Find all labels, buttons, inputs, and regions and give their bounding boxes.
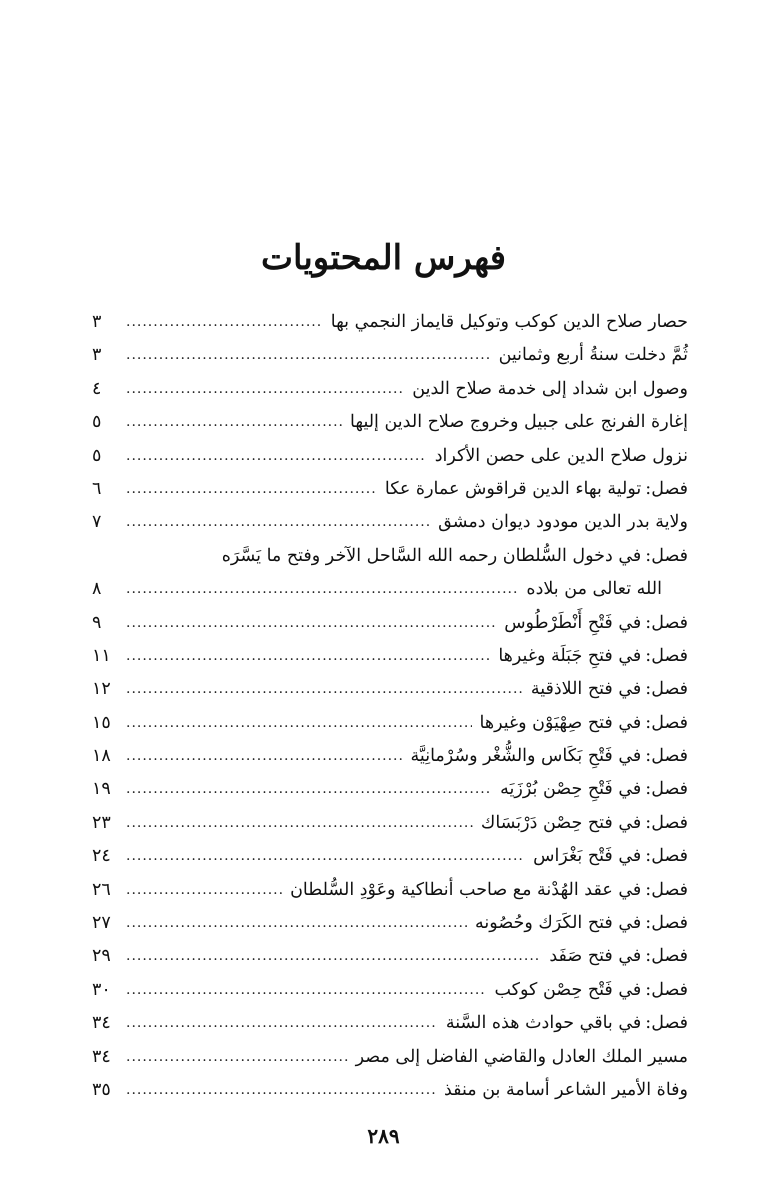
toc-entry-prefix: فصل: — [645, 712, 688, 733]
toc-entry-page: ٢٦ — [92, 879, 111, 900]
toc-entry — [92, 506, 688, 539]
toc-entry-prefix: فصل: — [645, 812, 688, 833]
toc-entry — [92, 740, 688, 773]
toc-entry-label — [467, 907, 688, 940]
toc-entry-prefix: فصل: — [645, 946, 688, 967]
toc-entry-page: ٢٤ — [92, 846, 111, 867]
toc-entry — [92, 907, 688, 940]
toc-entry — [92, 874, 688, 907]
dot-leader — [126, 773, 492, 806]
toc-entry-text: حصار صلاح الدين كوكب وتوكيل قايماز النجمي بها — [330, 312, 688, 332]
dot-leader — [126, 807, 473, 840]
toc-entry — [92, 1041, 688, 1074]
toc-entry-prefix: فصل: — [645, 1013, 688, 1034]
toc-entry-page: ٩ — [92, 612, 102, 633]
toc-entry-text: ثُمَّ دخلت سنةُ أربع وثمانين — [498, 345, 688, 366]
toc-entry-page: ٣ — [92, 312, 102, 332]
toc-entry-page: ١٩ — [92, 779, 111, 800]
toc-entry-text: في دخول السُّلطان رحمه الله السَّاحل الآخر وفتح ما يَسَّرَه — [221, 545, 642, 566]
toc-entry-page: ٢٣ — [92, 812, 111, 833]
toc-entry-page: ٨ — [92, 579, 102, 600]
toc-entry-page: ٥ — [92, 445, 102, 466]
toc-entry-prefix: فصل: — [645, 979, 688, 1000]
toc-entry-label — [348, 1041, 688, 1074]
toc-entry-text: في عقد الهُدْنة مع صاحب أنطاكية وعَوْدِ السُّلطان — [290, 879, 642, 900]
toc-entry-label — [323, 306, 688, 339]
toc-entry-page: ٣٤ — [92, 1046, 111, 1067]
toc-entry-page: ١١ — [92, 645, 111, 666]
toc-entry — [92, 773, 688, 806]
dot-leader — [126, 306, 323, 339]
toc-entry-label — [403, 740, 688, 773]
toc-entry-text: في فَتْح حِصْن كوكب — [494, 979, 642, 1000]
dot-leader — [126, 1074, 436, 1107]
toc-entry-text: في فَتْحِ أَنْطَرْطُوس — [504, 612, 642, 633]
toc-entry-text: وصول ابن شداد إلى خدمة صلاح الدين — [412, 378, 688, 399]
toc-entry — [92, 573, 688, 606]
toc-entry — [92, 840, 688, 873]
dot-leader — [126, 640, 490, 673]
toc-entry-text: الله تعالى من بلاده — [526, 579, 662, 600]
toc-entry-prefix: فصل: — [645, 545, 688, 566]
toc-entry-prefix: فصل: — [645, 612, 688, 633]
dot-leader — [126, 940, 541, 973]
toc-entry-label — [404, 373, 688, 406]
dot-leader — [126, 339, 491, 372]
toc-entry-label — [496, 607, 688, 640]
toc-list — [92, 306, 688, 1107]
toc-entry-page: ٧ — [92, 512, 102, 533]
toc-entry — [92, 540, 688, 573]
toc-entry — [92, 940, 688, 973]
toc-entry-label — [473, 807, 688, 840]
toc-entry — [92, 373, 688, 406]
dot-leader — [126, 573, 518, 606]
toc-entry-text: إغارة الفرنج على جبيل وخروج صلاح الدين إليها — [350, 412, 688, 433]
toc-entry-prefix: فصل: — [645, 679, 688, 700]
toc-entry — [92, 306, 688, 339]
dot-leader — [126, 673, 523, 706]
toc-entry-text: وفاة الأمير الشاعر أسامة بن منقذ — [443, 1079, 688, 1100]
toc-entry-page: ٣ — [92, 345, 102, 366]
toc-entry-text: مسير الملك العادل والقاضي الفاضل إلى مصر — [355, 1046, 688, 1067]
toc-entry — [92, 406, 688, 439]
toc-entry — [92, 807, 688, 840]
toc-entry-prefix: فصل: — [645, 478, 688, 499]
toc-entry-label — [214, 540, 688, 573]
toc-entry-text: في فتح الكَرَك وحُصُونه — [475, 913, 642, 934]
toc-entry — [92, 473, 688, 506]
toc-entry-page: ٦ — [92, 478, 102, 499]
toc-entry-text: في فتح صِهْيَوْن وغيرها — [479, 712, 642, 733]
toc-entry-page: ١٥ — [92, 712, 111, 733]
toc-entry-label — [523, 673, 688, 706]
toc-entry-label — [492, 773, 688, 806]
toc-entry — [92, 1007, 688, 1040]
page-title: فهرس المحتويات — [260, 238, 507, 278]
toc-entry-label — [487, 974, 689, 1007]
dot-leader — [126, 473, 377, 506]
toc-entry-label — [427, 440, 688, 473]
toc-entry-text: في فتحِ جَبَلَة وغيرها — [498, 645, 642, 666]
toc-entry — [92, 707, 688, 740]
toc-entry-page: ٣٤ — [92, 1013, 111, 1034]
toc-entry-page: ٤ — [92, 378, 102, 399]
dot-leader — [126, 1041, 348, 1074]
toc-entry-label — [472, 707, 688, 740]
toc-entry — [92, 440, 688, 473]
dot-leader — [126, 506, 430, 539]
toc-entry-label — [282, 874, 688, 907]
toc-entry-text: في فتح حِصْن دَرْبَسَاك — [480, 812, 642, 833]
toc-entry — [92, 1074, 688, 1107]
dot-leader — [126, 874, 282, 907]
toc-entry — [92, 607, 688, 640]
toc-entry-label — [525, 840, 688, 873]
dot-leader — [126, 607, 496, 640]
toc-entry-label — [541, 940, 688, 973]
toc-entry-page: ٣٥ — [92, 1079, 111, 1100]
dot-leader — [126, 740, 403, 773]
toc-entry-text: في فَتْحِ حِصْن بُرْزَيَه — [500, 779, 642, 800]
toc-entry-label — [438, 1007, 688, 1040]
dot-leader — [126, 406, 342, 439]
toc-entry-text: في فَتْح بَغْرَاس — [533, 846, 642, 867]
toc-entry-label — [377, 473, 688, 506]
toc-entry-prefix: فصل: — [645, 913, 688, 934]
toc-entry — [92, 673, 688, 706]
toc-entry-page: ٢٧ — [92, 913, 111, 934]
toc-entry-page: ١٢ — [92, 679, 111, 700]
dot-leader — [126, 907, 467, 940]
toc-entry-label — [430, 506, 688, 539]
toc-entry-text: في باقي حوادث هذه السَّنة — [445, 1013, 642, 1034]
toc-entry-label — [436, 1074, 688, 1107]
toc-entry-prefix: فصل: — [645, 779, 688, 800]
dot-leader — [126, 840, 525, 873]
toc-entry-label — [490, 640, 688, 673]
toc-entry-text: في فتح صَفَد — [549, 946, 642, 967]
toc-entry-prefix: فصل: — [645, 645, 688, 666]
dot-leader — [126, 707, 472, 740]
toc-entry-label — [518, 573, 688, 606]
toc-entry-prefix: فصل: — [645, 846, 688, 867]
dot-leader — [126, 1007, 438, 1040]
dot-leader — [126, 373, 404, 406]
toc-entry-page: ٥ — [92, 412, 102, 433]
toc-entry — [92, 339, 688, 372]
page-number: ٢٨٩ — [367, 1124, 400, 1148]
toc-entry-label — [491, 339, 688, 372]
toc-entry — [92, 974, 688, 1007]
dot-leader — [126, 440, 427, 473]
toc-entry-page: ٢٩ — [92, 946, 111, 967]
dot-leader — [126, 974, 487, 1007]
toc-entry-text: تولية بهاء الدين قراقوش عمارة عكا — [384, 478, 642, 499]
toc-entry-prefix: فصل: — [645, 746, 688, 767]
toc-entry-text: في فتح اللاذقية — [530, 679, 642, 700]
toc-entry-label — [342, 406, 688, 439]
toc-entry-text: نزول صلاح الدين على حصن الأكراد — [434, 445, 688, 466]
toc-entry-prefix: فصل: — [645, 879, 688, 900]
toc-entry-text: ولاية بدر الدين مودود ديوان دمشق — [438, 512, 688, 533]
toc-entry-page: ١٨ — [92, 746, 111, 767]
toc-entry — [92, 640, 688, 673]
toc-entry-text: في فَتْحِ بَكَاس والشُّغْر وسُرْمانِيَّة — [410, 746, 642, 767]
toc-entry-page: ٣٠ — [92, 979, 111, 1000]
